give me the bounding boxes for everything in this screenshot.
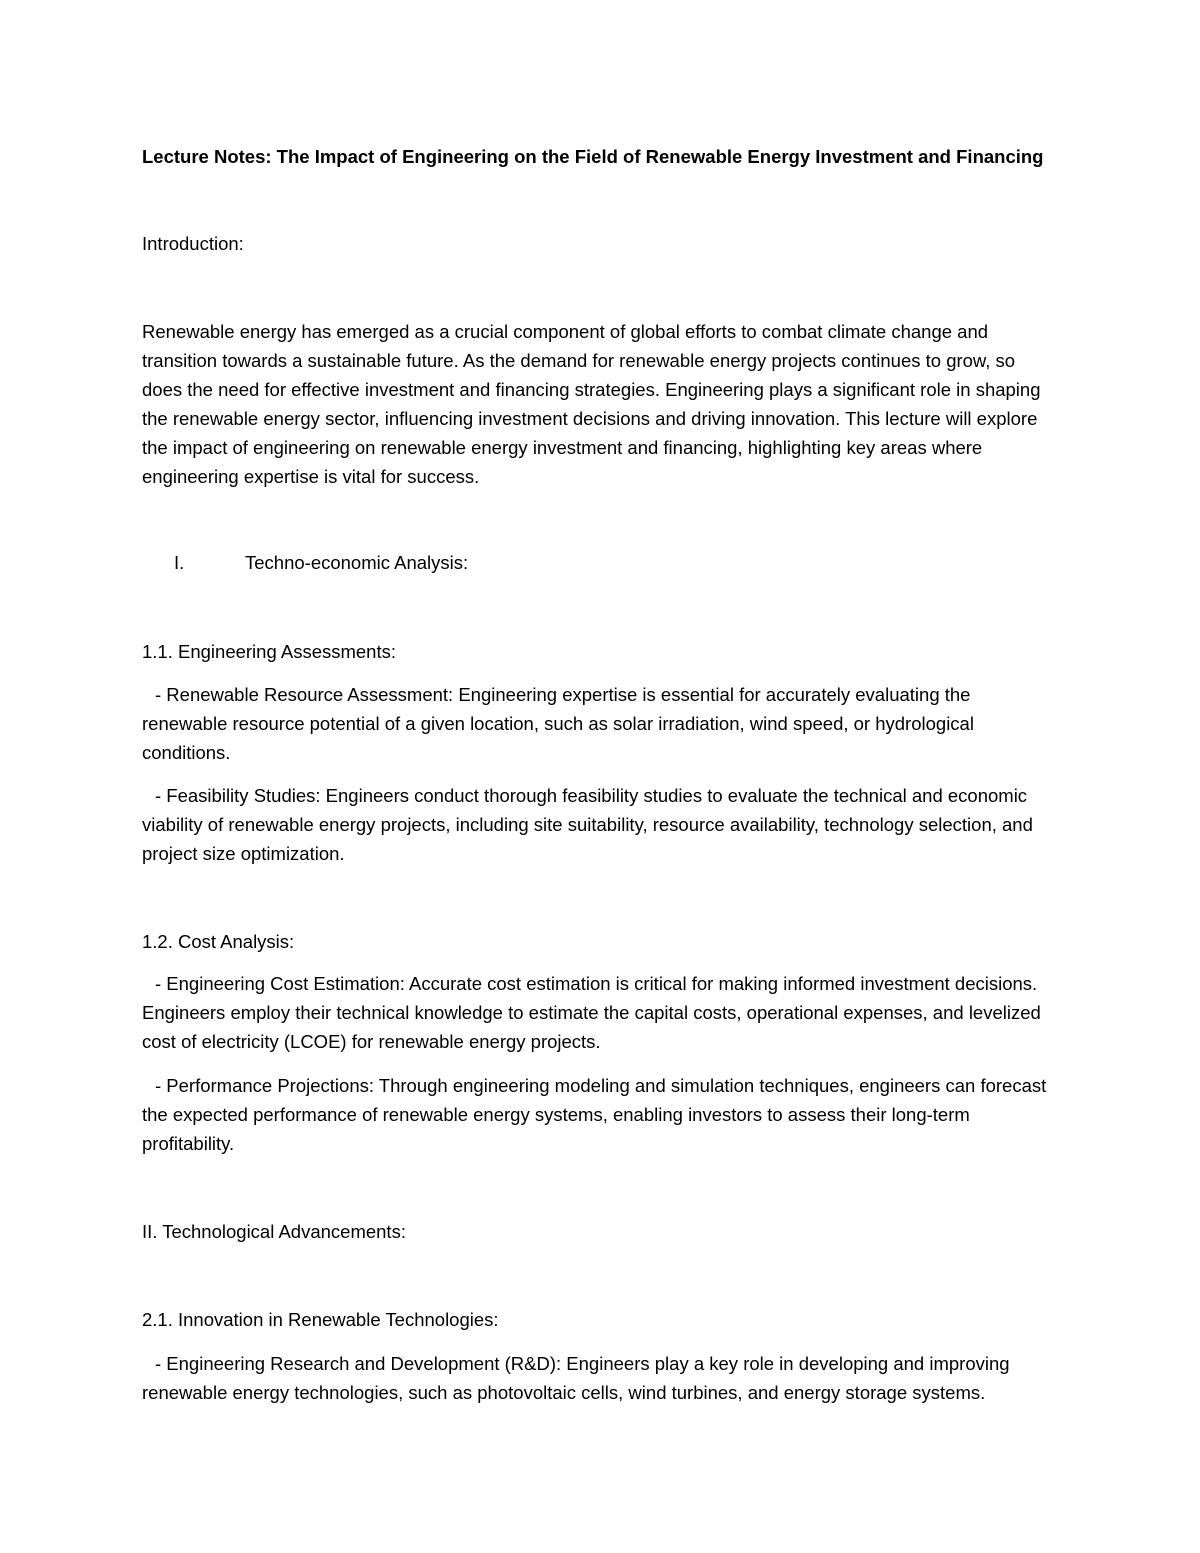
section-2-heading: II. Technological Advancements:: [142, 1221, 406, 1242]
section-1-heading: Techno-economic Analysis:: [245, 552, 469, 573]
subsection-1-1-heading: 1.1. Engineering Assessments:: [142, 641, 397, 662]
bullet-resource-assessment: - Renewable Resource Assessment: Engineering expertise is essential for accurately evaluating the renewable resource potential of a given location, such as solar irradiation, wind speed, or hydrological conditions.: [142, 684, 974, 763]
intro-paragraph: Renewable energy has emerged as a crucial component of global efforts to combat climate change and transition towards a sustainable future. As the demand for renewable energy projects continues to grow, so does the need for effective investment and financing strategies. Engineering plays a significant role in shaping the renewable energy sector, influencing investment decisions and driving innovation. This lecture will explore the impact of engineering on renewable energy investment and financing, highlighting key areas where engineering expertise is vital for success.: [142, 321, 1041, 487]
bullet-performance-projections: - Performance Projections: Through engineering modeling and simulation techniques, engineers can forecast the expected performance of renewable energy systems, enabling investors to assess their long-term profitability.: [142, 1075, 1047, 1154]
section-1-numeral: I.: [174, 552, 185, 573]
bullet-cost-estimation: - Engineering Cost Estimation: Accurate cost estimation is critical for making informed investment decisions. Engineers employ their technical knowledge to estimate the capital costs, operational expenses, and levelized cost of electricity (LCOE) for renewable energy projects.: [142, 973, 1041, 1052]
bullet-feasibility-studies: - Feasibility Studies: Engineers conduct thorough feasibility studies to evaluate the technical and economic viability of renewable energy projects, including site suitability, resource availability, technology selection, and project size optimization.: [142, 785, 1033, 864]
subsection-1-2-heading: 1.2. Cost Analysis:: [142, 931, 295, 952]
intro-heading: Introduction:: [142, 233, 244, 254]
bullet-engineering-rnd: - Engineering Research and Development (R&D): Engineers play a key role in developing and improving renewable energy technologies, such as photovoltaic cells, wind turbines, and energy storage systems.: [142, 1353, 1010, 1403]
document-title: Lecture Notes: The Impact of Engineering on the Field of Renewable Energy Investment and Financing: [142, 146, 1044, 167]
subsection-2-1-heading: 2.1. Innovation in Renewable Technologies:: [142, 1309, 499, 1330]
